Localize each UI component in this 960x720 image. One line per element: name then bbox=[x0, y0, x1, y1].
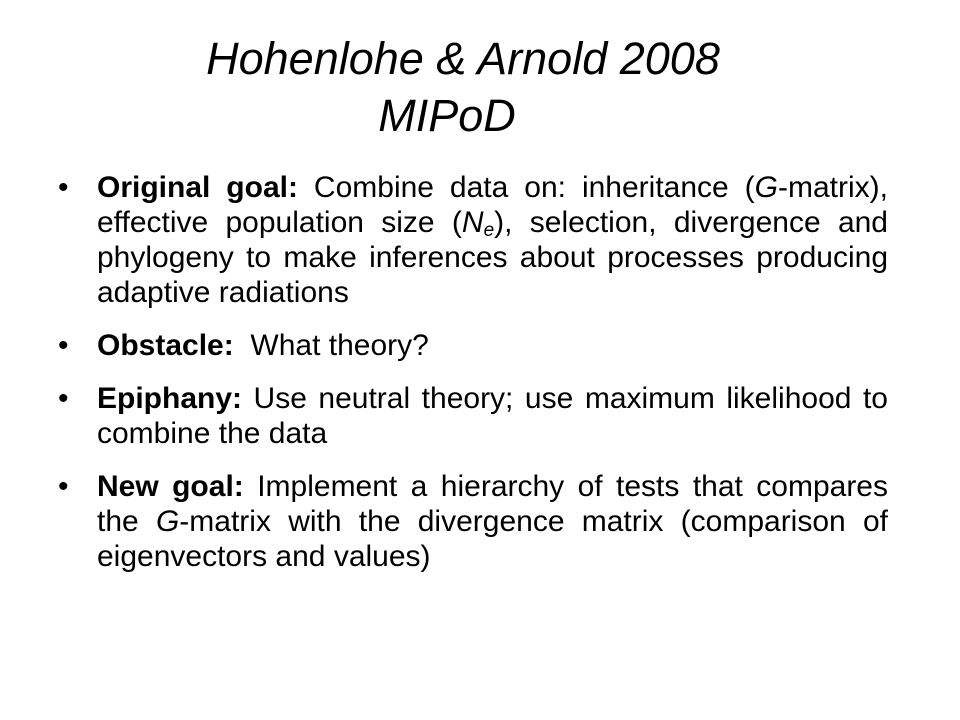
bullet-list bbox=[58, 170, 888, 574]
bullet-lead: Original goal: bbox=[97, 171, 298, 204]
title-line-2: MIPoD bbox=[378, 90, 516, 141]
bullet-body: -matrix with the divergence matrix (comparison of eigenvectors and values) bbox=[97, 505, 888, 573]
bullet-dot: • bbox=[58, 171, 69, 204]
bullet-body: Implement a hierarchy of tests that compares the bbox=[97, 470, 888, 538]
bullet-body: What theory? bbox=[233, 329, 429, 362]
bullet-text bbox=[97, 381, 888, 451]
bullet-body: -matrix), effective population size ( bbox=[97, 171, 888, 239]
bullet-text bbox=[97, 328, 888, 363]
bullet-obstacle bbox=[58, 328, 888, 363]
slide-title bbox=[0, 30, 960, 144]
bullet-subscript: e bbox=[483, 220, 495, 241]
bullet-dot: • bbox=[58, 470, 69, 503]
title-line-1: Hohenlohe & Arnold 2008 bbox=[206, 33, 720, 84]
bullet-original-goal bbox=[58, 170, 888, 310]
bullet-text bbox=[97, 170, 888, 310]
bullet-italic: G bbox=[155, 505, 180, 538]
bullet-lead: New goal: bbox=[97, 470, 244, 503]
bullet-body: ), selection, divergence and phylogeny to make inferences about processes producing adaptive radiations bbox=[97, 206, 888, 309]
bullet-dot: • bbox=[58, 329, 69, 362]
bullet-italic: N bbox=[461, 206, 484, 239]
bullet-new-goal bbox=[58, 469, 888, 574]
bullet-text bbox=[97, 469, 888, 574]
bullet-epiphany bbox=[58, 381, 888, 451]
bullet-lead: Obstacle: bbox=[97, 329, 234, 362]
bullet-body: Use neutral theory; use maximum likelihood to combine the data bbox=[97, 382, 888, 450]
bullet-lead: Epiphany: bbox=[97, 382, 243, 415]
bullet-italic: G bbox=[754, 171, 778, 204]
bullet-body: Combine data on: inheritance ( bbox=[297, 171, 755, 204]
bullet-dot: • bbox=[58, 382, 69, 415]
